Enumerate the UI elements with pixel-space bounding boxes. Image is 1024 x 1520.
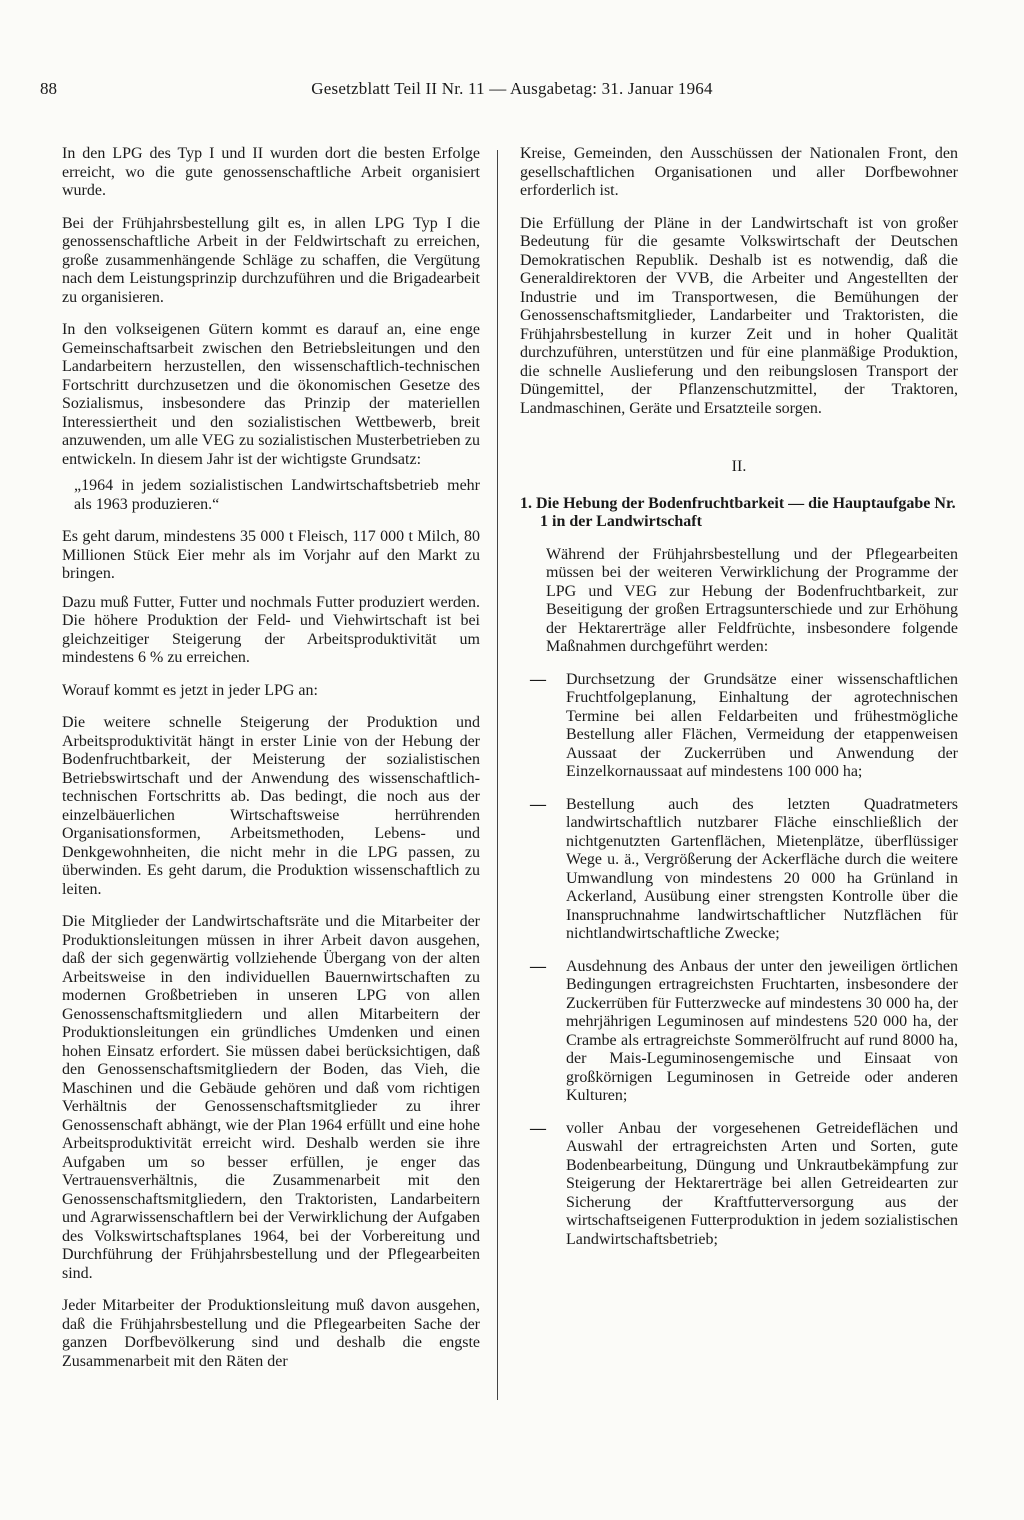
bullet-item	[520, 1120, 958, 1250]
bullet-item	[520, 796, 958, 944]
paragraph: In den volkseigenen Gütern kommt es darauf an, eine enge Gemeinschaftsarbeit zwischen den Betriebsleitungen und den Landarbeitern herzustellen, den wissenschaftlich-technischen Fortschritt durchzusetzen und die ökonomischen Gesetze des Sozialismus, insbesondere das Prinzip der materiellen Interessiertheit und den sozialistischen Wettbewerb, breit anzuwenden, um alle VEG zu sozialistischen Musterbetrieben zu entwickeln. In diesem Jahr ist der wichtigste Grundsatz:	[62, 321, 480, 468]
quote: „1964 in jedem sozialistischen Landwirtschaftsbetrieb mehr als 1963 produzieren.“	[74, 477, 480, 513]
column-divider	[497, 150, 498, 1400]
section-heading: 1. Die Hebung der Bodenfruchtbarkeit — die Hauptaufgabe Nr. 1 in der Landwirtschaft	[520, 494, 956, 530]
paragraph: Die Mitglieder der Landwirtschaftsräte und die Mitarbeiter der Produktionsleitungen müssen in ihrer Arbeit davon ausgehen, daß der sich gegenwärtig vollziehende Übergang von der alten Arbeitsweise in den individuellen Bauernwirtschaften zu modernen Großbetrieben in unseren LPG von allen Genossenschaftsmitgliedern und allen Mitarbeitern der Produktionsleitungen ein gründliches Umdenken und einen hohen Einsatz erfordert. Sie müssen dabei berücksichtigen, daß den Genossenschaftsmitgliedern der Boden, das Vieh, die Maschinen und die Gebäude gehören und daß vom richtigen Verhältnis der Genossenschaftsmitglieder zu ihrer Genossenschaft abhängt, wie der Plan 1964 erfüllt und eine hohe Arbeitsproduktivität erreicht wird. Deshalb werden sie ihre Aufgaben um so besser erfüllen, je enger das Vertrauensverhältnis, die Zusammenarbeit mit den Genossenschaftsmitgliedern, den Traktoristen, Landarbeitern und Agrarwissenschaftlern bei der Verwirklichung der Aufgaben des Volkswirtschaftsplanes 1964, bei der Vorbereitung und Durchführung der Frühjahrsbestellung und der Pflegearbeiten sind.	[62, 913, 480, 1282]
dash-marker: —	[530, 1119, 546, 1137]
left-column	[62, 145, 480, 1371]
paragraph: Die weitere schnelle Steigerung der Produktion und Arbeitsproduktivität hängt in erster Linie von der Hebung der Bodenfruchtbarkeit, der Meisterung der sozialistischen Betriebswirtschaft und der Anwendung des wissenschaftlich-technischen Fortschritts ab. Das bedingt, die noch aus der einzelbäuerlichen Wirtschaftsweise herrührenden Organisationsformen, Arbeitsmethoden, Lebens- und Denkgewohnheiten, die nicht mehr in die LPG passen, zu überwinden. Es geht darum, die Produktion wissenschaftlich zu leiten.	[62, 714, 480, 898]
paragraph: Es geht darum, mindestens 35 000 t Fleisch, 117 000 t Milch, 80 Millionen Stück Eier mehr als im Vorjahr auf den Markt zu bringen.	[62, 528, 480, 582]
right-column	[520, 145, 958, 1249]
page-number: 88	[40, 79, 57, 98]
bullet-item	[520, 671, 958, 782]
bullet-text: Bestellung auch des letzten Quadratmeters landwirtschaftlich nutzbarer Fläche einschließlich der nichtgenutzten Gartenflächen, Mietenplätze, überflüssiger Wege u. ä., Vergrößerung der Ackerfläche durch die weitere Umwandlung von mindestens 20 000 ha Grünland in Ackerland, Ausübung einer strengsten Kontrolle über die Inanspruchnahme landwirtschaftlicher Nutzflächen für nichtlandwirtschaftliche Zwecke;	[566, 795, 958, 942]
paragraph: Kreise, Gemeinden, den Ausschüssen der Nationalen Front, den gesellschaftlichen Organisationen und aller Dorfbewohner erforderlich ist.	[520, 145, 958, 199]
bullet-text: voller Anbau der vorgesehenen Getreideflächen und Auswahl der ertragreichsten Arten und Sorten, gute Bodenbearbeitung, Düngung und Unkrautbekämpfung zur Steigerung der Hektarerträge bei allen Getreidearten zur Sicherung der Kraftfutterversorgung aus der wirtschaftseigenen Futterproduktion in jedem sozialistischen Landwirtschaftsbetrieb;	[566, 1119, 958, 1248]
paragraph: Bei der Frühjahrsbestellung gilt es, in allen LPG Typ I die genossenschaftliche Arbeit in der Feldwirtschaft zu erreichen, große zusammenhängende Schläge zu schaffen, die Vergütung nach dem Leistungsprinzip durchzuführen und die Brigadearbeit zu organisieren.	[62, 214, 480, 306]
bullet-item	[520, 958, 958, 1106]
bullet-text: Ausdehnung des Anbaus der unter den jeweiligen örtlichen Bedingungen ertragreichsten Fruchtarten, insbesondere der Zuckerrüben für Futterzwecke auf mindestens 30 000 ha, der mehrjährigen Leguminosen auf mindestens 520 000 ha, der Crambe als ertragreichste Sommerölfrucht auf rund 8000 ha, der Mais-Leguminosengemische und Einsaat von großkörnigen Leguminosen in Getreide oder anderen Kulturen;	[566, 957, 958, 1104]
section-number: II.	[731, 458, 747, 475]
page-header-title: Gesetzblatt Teil II Nr. 11 — Ausgabetag: 31. Januar 1964	[311, 79, 713, 98]
paragraph: Dazu muß Futter, Futter und nochmals Futter produziert werden. Die höhere Produktion der Feld- und Viehwirtschaft ist bei gleichzeitiger Steigerung der Arbeitsproduktivität um mindestens 6 % zu erreichen.	[62, 593, 480, 666]
paragraph: Während der Frühjahrsbestellung und der Pflegearbeiten müssen bei der weiteren Verwirklichung der Programme der LPG und VEG zur Hebung der Bodenfruchtbarkeit, zur Beseitigung der großen Ertragsunterschiede und zur Erhöhung der Hektarerträge aller Feldfrüchte, insbesondere folgende Maßnahmen durchgeführt werden:	[546, 545, 958, 655]
paragraph: Die Erfüllung der Pläne in der Landwirtschaft ist von großer Bedeutung für die gesamte Volkswirtschaft der Deutschen Demokratischen Republik. Deshalb ist es notwendig, daß die Generaldirektoren der VVB, die Arbeiter und Angestellten der Industrie und im Transportwesen, die Bemühungen der Genossenschaftsmitglieder, Landarbeiter und Traktoristen, die Frühjahrsbestellung in kurzer Zeit und in hoher Qualität durchzuführen, unterstützen und für eine planmäßige Produktion, die schnelle Auslieferung und den reibungslosen Transport der Düngemittel, der Pflanzenschutzmittel, der Traktoren, Landmaschinen, Geräte und Ersatzteile sorgen.	[520, 214, 958, 417]
dash-marker: —	[530, 670, 546, 688]
dash-marker: —	[530, 957, 546, 975]
subheading: Worauf kommt es jetzt in jeder LPG an:	[62, 681, 318, 699]
paragraph: In den LPG des Typ I und II wurden dort die besten Erfolge erreicht, wo die gute genossenschaftliche Arbeit organisiert wurde.	[62, 145, 480, 199]
dash-marker: —	[530, 795, 546, 813]
bullet-text: Durchsetzung der Grundsätze einer wissenschaftlichen Fruchtfolgeplanung, Einhaltung der agrotechnischen Termine bei allen Feldarbeiten und frühestmögliche Bestellung aller Flächen, Vermeidung der etappenweisen Aussaat der Zuckerrüben und Anwendung der Einzelkornaussaat auf mindestens 100 000 ha;	[566, 670, 958, 780]
paragraph: Jeder Mitarbeiter der Produktionsleitung muß davon ausgehen, daß die Frühjahrsbestellung und die Pflegearbeiten Sache der ganzen Dorfbevölkerung sind und deshalb die engste Zusammenarbeit mit den Räten der	[62, 1297, 480, 1370]
